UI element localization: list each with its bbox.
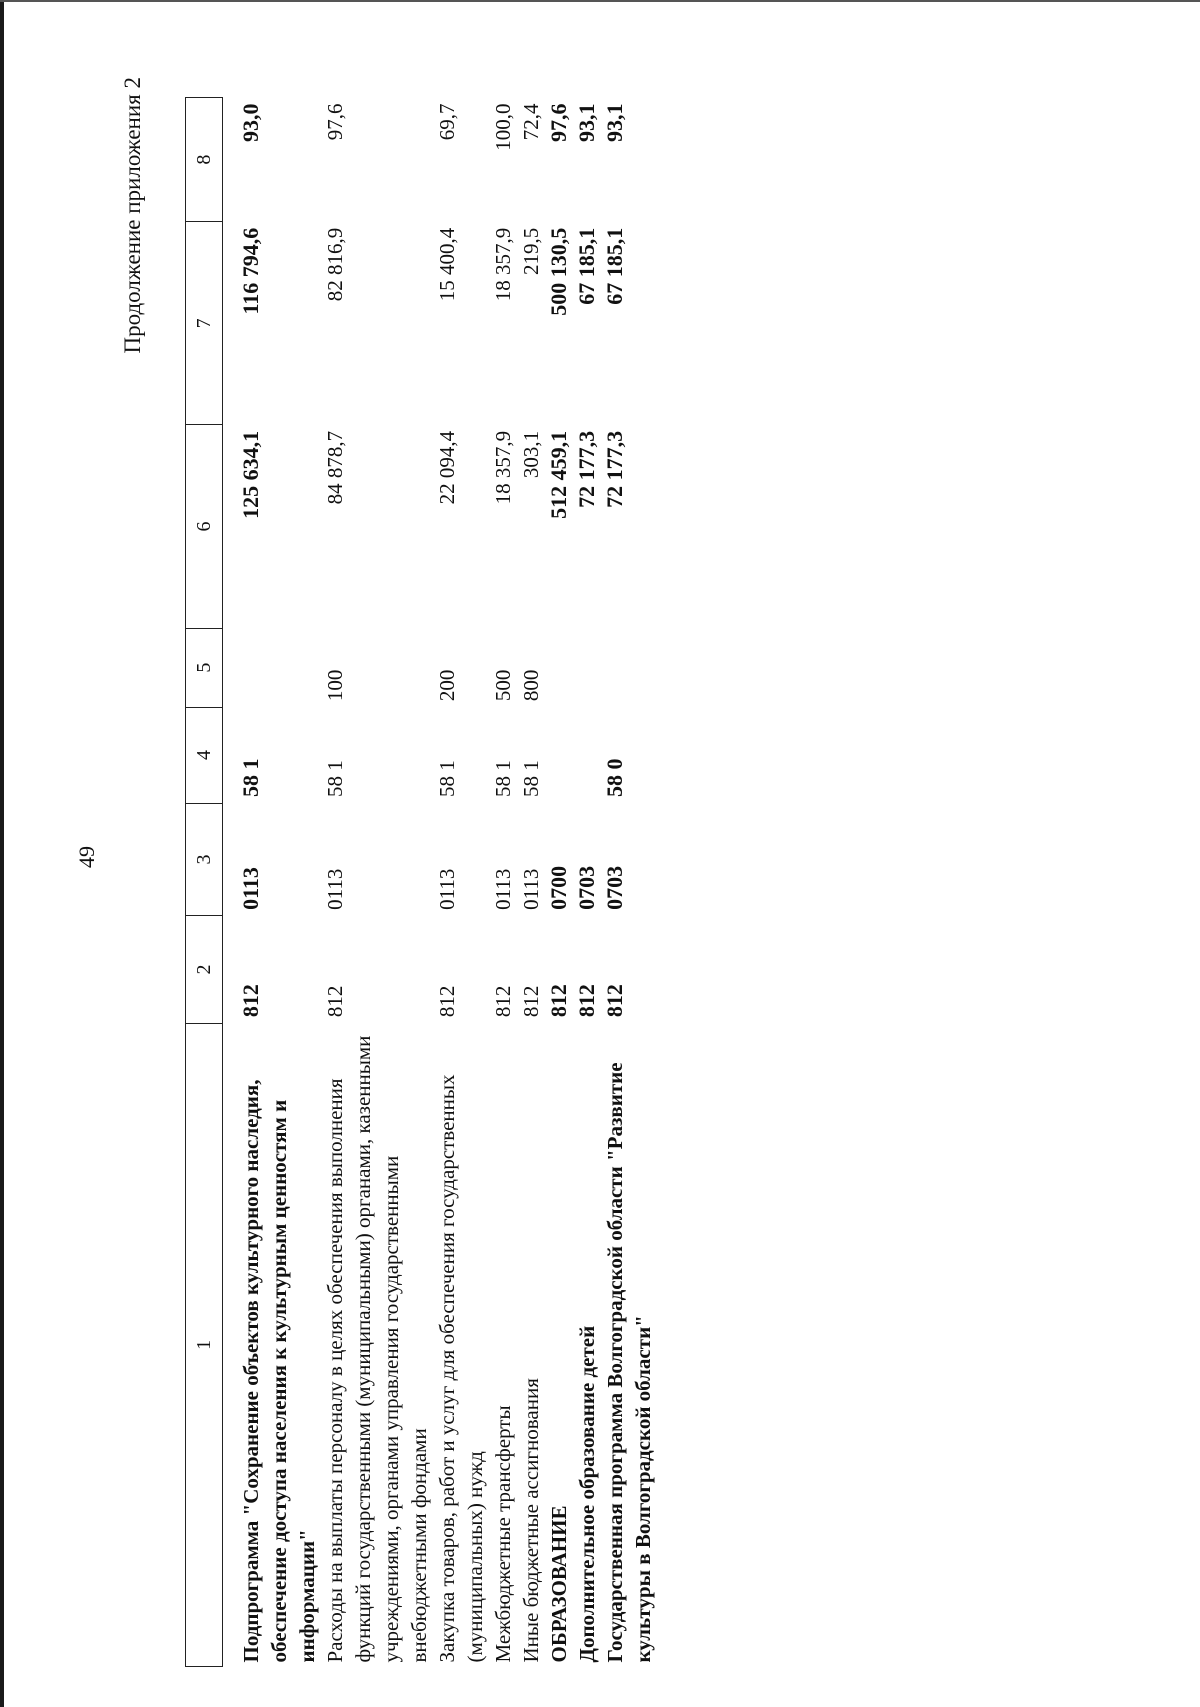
row-name: Закупка товаров, работ и услуг для обеспечения государственных (муниципальных) нужд bbox=[435, 1074, 487, 1663]
row-section-code: 0700 bbox=[546, 865, 571, 910]
row-expense-type bbox=[601, 628, 657, 707]
row-name: Дополнительное образование детей bbox=[575, 1325, 599, 1663]
row-section-code: 0703 bbox=[574, 865, 599, 910]
row-expense-type: 200 bbox=[435, 669, 459, 702]
table-row bbox=[517, 98, 545, 1667]
row-planned-amount: 125 634,1 bbox=[238, 430, 263, 519]
appendix-continuation-note: Продолжение приложения 2 bbox=[120, 77, 145, 354]
row-expense-type bbox=[573, 628, 601, 707]
row-program-code: 58 1 bbox=[238, 758, 263, 798]
header-col-3: 3 bbox=[186, 803, 223, 916]
row-program-code: 58 1 bbox=[491, 760, 515, 798]
table-row bbox=[545, 98, 573, 1667]
row-actual-amount: 15 400,4 bbox=[435, 227, 459, 302]
header-col-7: 7 bbox=[186, 222, 223, 425]
row-expense-type: 800 bbox=[519, 669, 543, 702]
row-percent: 97,6 bbox=[323, 103, 347, 141]
header-col-5: 5 bbox=[186, 628, 223, 707]
row-section-code: 0113 bbox=[491, 868, 515, 910]
row-actual-amount: 82 816,9 bbox=[323, 227, 347, 302]
row-actual-amount: 18 357,9 bbox=[491, 227, 515, 302]
row-percent: 97,6 bbox=[546, 103, 571, 142]
table-row bbox=[321, 98, 433, 1667]
header-col-2: 2 bbox=[186, 916, 223, 1023]
row-name: Государственная программа Волгоградской области "Развитие культуры в Волгоградской области" bbox=[603, 1062, 655, 1663]
row-expense-type bbox=[545, 628, 573, 707]
row-percent: 93,0 bbox=[238, 103, 263, 142]
table-row bbox=[433, 98, 489, 1667]
row-name: Подпрограмма "Сохранение объектов культурного наследия, обеспечение доступа населения к культурным ценностям и информации" bbox=[239, 1079, 319, 1663]
row-program-code: 58 0 bbox=[602, 758, 627, 798]
row-planned-amount: 303,1 bbox=[519, 430, 543, 479]
budget-table bbox=[185, 97, 657, 1667]
row-ministry-code: 812 bbox=[602, 984, 627, 1018]
header-col-4: 4 bbox=[186, 707, 223, 803]
row-name: Иные бюджетные ассигнования bbox=[519, 1378, 543, 1663]
row-ministry-code: 812 bbox=[574, 984, 599, 1018]
page-number: 49 bbox=[74, 846, 99, 868]
row-actual-amount: 116 794,6 bbox=[238, 227, 263, 315]
row-expense-type: 100 bbox=[323, 669, 347, 702]
table-row bbox=[489, 98, 517, 1667]
row-percent: 93,1 bbox=[574, 103, 599, 142]
row-program-code bbox=[545, 707, 573, 803]
row-section-code: 0113 bbox=[238, 867, 263, 910]
row-expense-type: 500 bbox=[491, 669, 515, 702]
header-col-1: 1 bbox=[186, 1023, 223, 1666]
row-ministry-code: 812 bbox=[323, 985, 347, 1018]
row-percent: 100,0 bbox=[491, 103, 515, 151]
table-row bbox=[237, 98, 321, 1667]
row-section-code: 0113 bbox=[435, 868, 459, 910]
row-actual-amount: 67 185,1 bbox=[574, 227, 599, 305]
row-program-code: 58 1 bbox=[435, 760, 459, 798]
row-actual-amount: 500 130,5 bbox=[546, 227, 571, 316]
row-actual-amount: 67 185,1 bbox=[602, 227, 627, 305]
row-planned-amount: 72 177,3 bbox=[602, 430, 627, 508]
row-planned-amount: 512 459,1 bbox=[546, 430, 571, 519]
row-ministry-code: 812 bbox=[491, 985, 515, 1018]
row-ministry-code: 812 bbox=[238, 984, 263, 1018]
row-actual-amount: 219,5 bbox=[519, 227, 543, 275]
row-percent: 69,7 bbox=[435, 103, 459, 141]
row-ministry-code: 812 bbox=[435, 985, 459, 1018]
row-percent: 93,1 bbox=[602, 103, 627, 142]
row-section-code: 0113 bbox=[519, 868, 543, 910]
row-name: Расходы на выплаты персоналу в целях обеспечения выполнения функций государственными (муниципальными) органами, казенными учреждениями, органами управления государственными внебюджетными фондами bbox=[323, 1035, 431, 1663]
row-program-code: 58 1 bbox=[323, 760, 347, 798]
row-program-code bbox=[573, 707, 601, 803]
table-header-row bbox=[186, 98, 223, 1667]
row-percent: 72,4 bbox=[519, 103, 543, 141]
row-expense-type bbox=[237, 628, 321, 707]
header-col-6: 6 bbox=[186, 425, 223, 628]
table-row bbox=[601, 98, 657, 1667]
row-ministry-code: 812 bbox=[546, 984, 571, 1018]
row-name: Межбюджетные трансферты bbox=[491, 1405, 515, 1663]
row-name: ОБРАЗОВАНИЕ bbox=[547, 1505, 571, 1663]
header-col-8: 8 bbox=[186, 98, 223, 222]
table-row bbox=[573, 98, 601, 1667]
row-planned-amount: 72 177,3 bbox=[574, 430, 599, 508]
row-planned-amount: 22 094,4 bbox=[435, 430, 459, 505]
row-planned-amount: 84 878,7 bbox=[323, 430, 347, 505]
row-section-code: 0113 bbox=[323, 868, 347, 910]
row-ministry-code: 812 bbox=[519, 985, 543, 1018]
row-planned-amount: 18 357,9 bbox=[491, 430, 515, 505]
row-section-code: 0703 bbox=[602, 865, 627, 910]
row-program-code: 58 1 bbox=[519, 760, 543, 798]
